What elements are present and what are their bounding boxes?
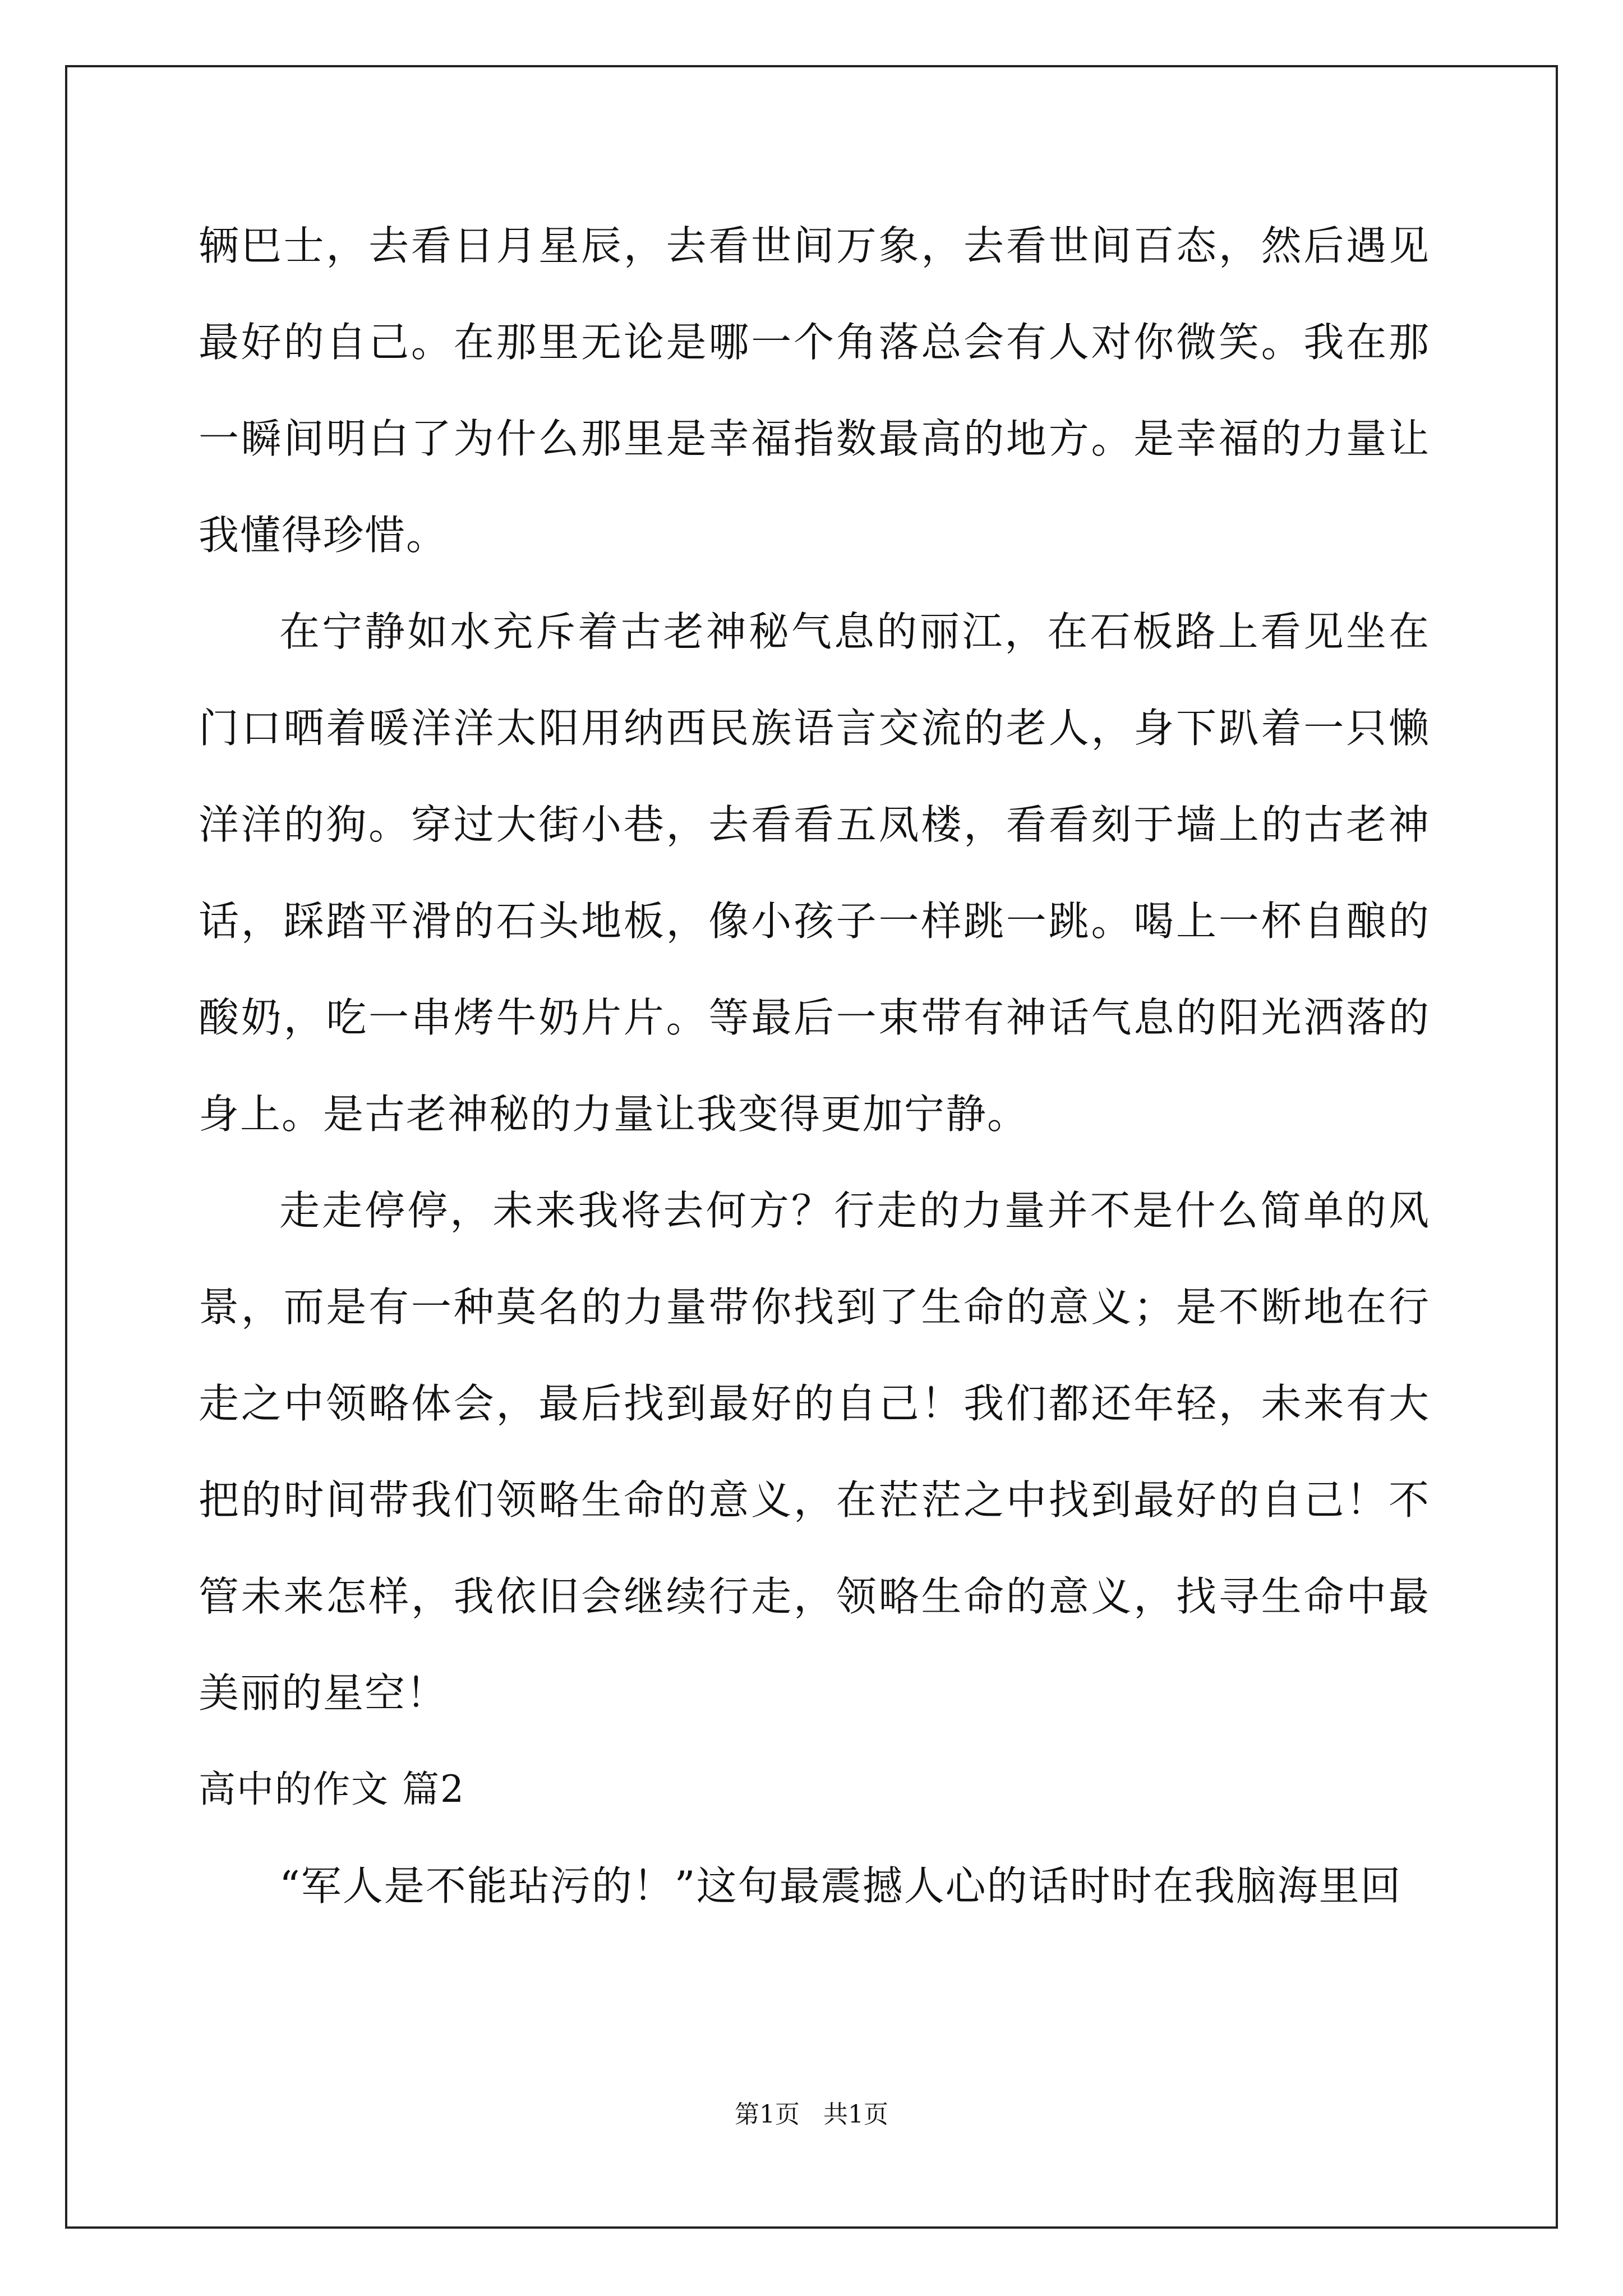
section-heading: 高中的作文 篇2	[199, 1768, 465, 1811]
document-body	[199, 197, 1430, 1934]
page-number-footer: 第1页 共1页	[735, 2100, 888, 2129]
paragraph-1: 辆巴士，去看日月星辰，去看世间万象，去看世间百态，然后遇见最好的自己。在那里无论是哪一个角落总会有人对你微笑。我在那一瞬间明白了为什么那里是幸福指数最高的地方。是幸福的力量让我懂得珍惜。	[199, 222, 1430, 559]
paragraph-4: “军人是不能玷污的！”这句最震撼人心的话时时在我脑海里回	[279, 1862, 1402, 1910]
paragraph-3: 走走停停，未来我将去何方？行走的力量并不是什么简单的风景，而是有一种莫名的力量带你找到了生命的意义；是不断地在行走之中领略体会，最后找到最好的自己！我们都还年轻，未来有大把的时间带我们领略生命的意义，在茫茫之中找到最好的自己！不管未来怎样，我依旧会继续行走，领略生命的意义，找寻生命中最美丽的星空！	[199, 1187, 1430, 1717]
paragraph-2: 在宁静如水充斥着古老神秘气息的丽江，在石板路上看见坐在门口晒着暖洋洋太阳用纳西民族语言交流的老人，身下趴着一只懒洋洋的狗。穿过大街小巷，去看看五凤楼，看看刻于墙上的古老神话，踩踏平滑的石头地板，像小孩子一样跳一跳。喝上一杯自酿的酸奶，吃一串烤牛奶片片。等最后一束带有神话气息的阳光洒落的身上。是古老神秘的力量让我变得更加宁静。	[199, 608, 1430, 1138]
